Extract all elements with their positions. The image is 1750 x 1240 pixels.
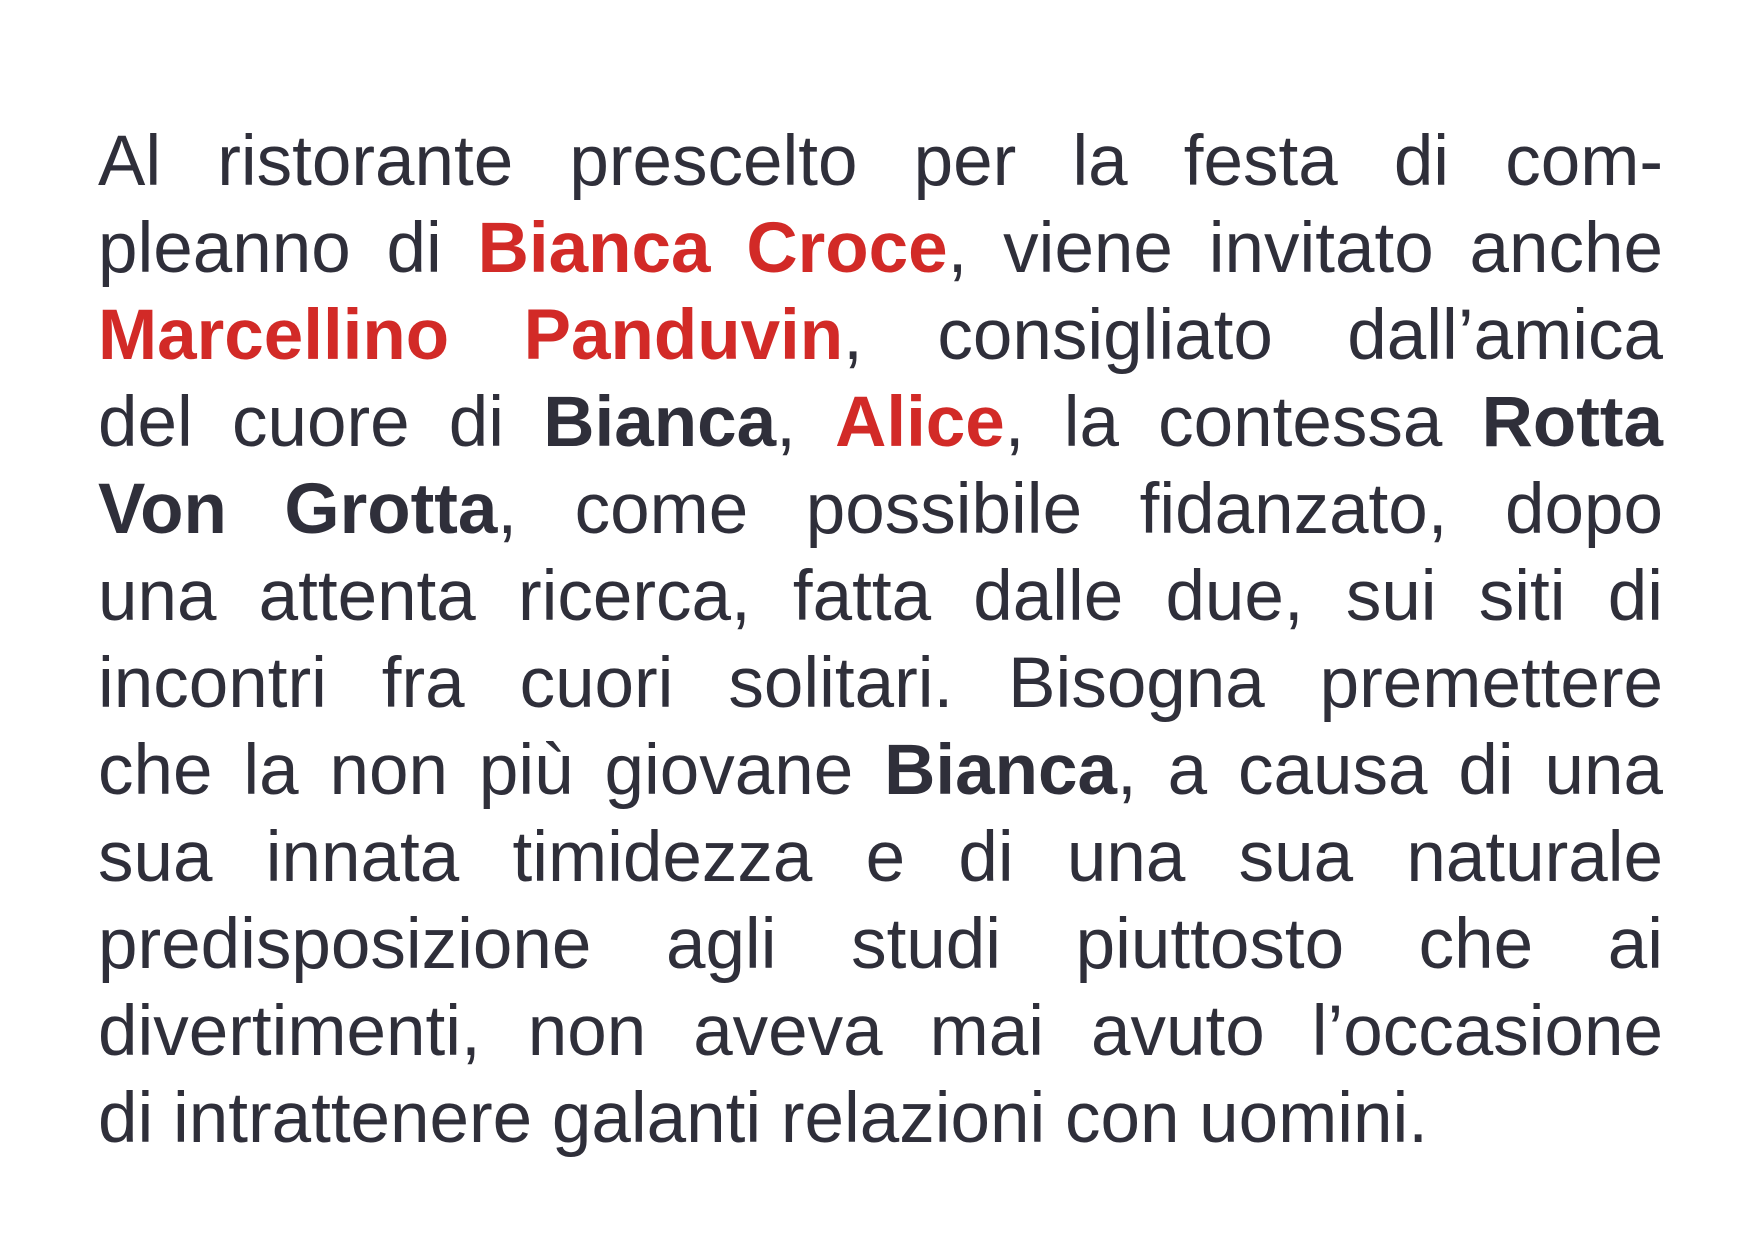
character-name-bianca-croce: Bianca Croce: [477, 209, 948, 288]
character-name-von-grotta: Von Grotta: [98, 470, 498, 549]
story-paragraph: [98, 118, 1663, 1162]
text-segment: sua innata timidezza e di una sua naturale: [98, 818, 1663, 897]
paragraph-line-2: [98, 205, 1663, 292]
text-segment: una attenta ricerca, fatta dalle due, sui siti di: [98, 557, 1663, 636]
text-segment: predisposizione agli studi piuttosto che ai: [98, 905, 1663, 984]
text-segment: che la non più giovane: [98, 731, 885, 810]
text-segment: , viene invitato anche: [947, 209, 1663, 288]
paragraph-line-1: [98, 118, 1663, 205]
character-name-bianca: Bianca: [543, 383, 777, 462]
text-segment: Al ristorante prescelto per la festa di com-: [98, 122, 1663, 201]
paragraph-line-4: [98, 379, 1663, 466]
paragraph-line-8: [98, 727, 1663, 814]
text-segment: incontri fra cuori solitari. Bisogna premettere: [98, 644, 1663, 723]
paragraph-line-11: [98, 988, 1663, 1075]
paragraph-line-10: [98, 901, 1663, 988]
character-name-marcellino-panduvin: Marcellino Panduvin: [98, 296, 844, 375]
character-name-alice: Alice: [835, 383, 1005, 462]
paragraph-line-3: [98, 292, 1663, 379]
paragraph-line-9: [98, 814, 1663, 901]
text-segment: , consigliato dall’amica: [843, 296, 1663, 375]
text-segment: divertimenti, non aveva mai avuto l’occasione: [98, 992, 1663, 1071]
text-segment: di intrattenere galanti relazioni con uomini.: [98, 1079, 1429, 1158]
text-segment: , a causa di una: [1117, 731, 1663, 810]
paragraph-line-12: [98, 1075, 1663, 1162]
paragraph-line-7: [98, 640, 1663, 727]
text-segment: ,: [776, 383, 836, 462]
paragraph-line-6: [98, 553, 1663, 640]
character-name-rotta: Rotta: [1481, 383, 1663, 462]
text-segment: pleanno di: [98, 209, 478, 288]
character-name-bianca: Bianca: [884, 731, 1117, 810]
text-segment: , la contessa: [1004, 383, 1482, 462]
paragraph-line-5: [98, 466, 1663, 553]
text-segment: del cuore di: [98, 383, 544, 462]
text-segment: , come possibile fidanzato, dopo: [497, 470, 1663, 549]
